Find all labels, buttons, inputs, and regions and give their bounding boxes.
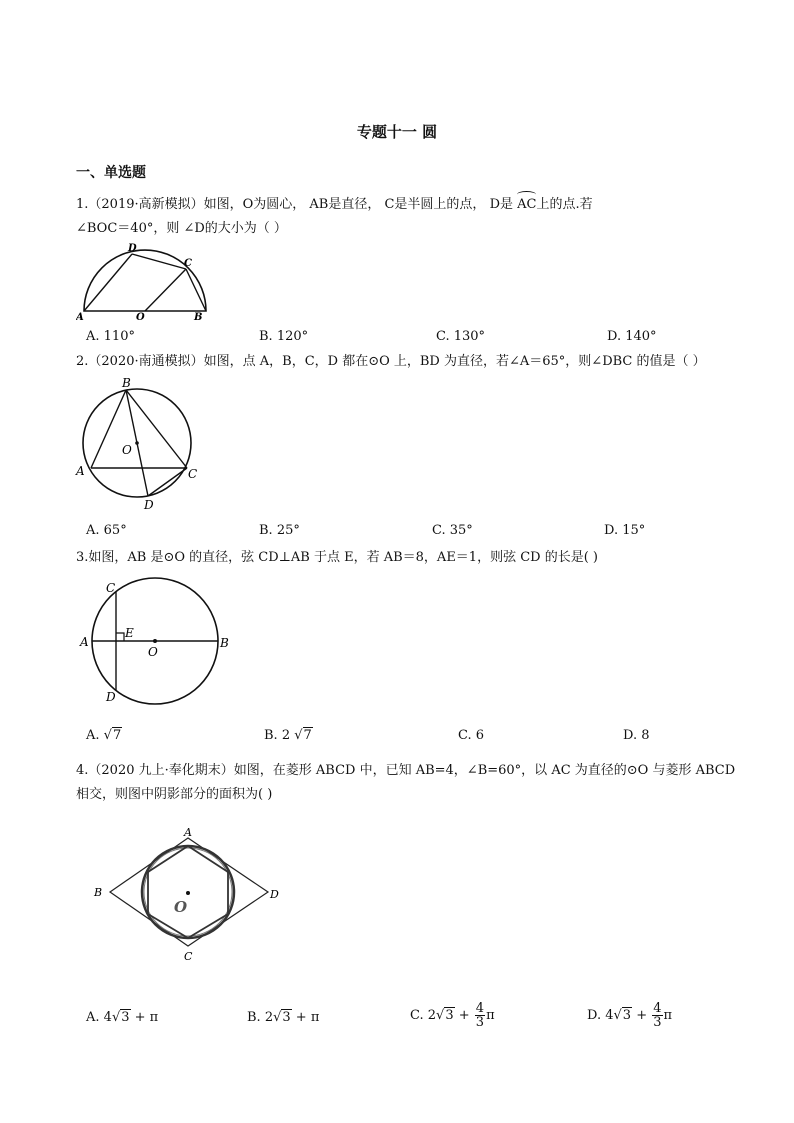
q3-label-a: A bbox=[80, 635, 89, 649]
q1-text-pre: 1.（2019·高新模拟）如图，O为圆心， AB是直径， C是半圆上的点， D是 bbox=[76, 197, 518, 212]
q4-option-a-label: A. 4 bbox=[86, 1010, 112, 1025]
q4-option-d[interactable]: D. 4√3 + $\frac{4}{3}$ π bbox=[587, 1001, 673, 1030]
q2-label-a: A bbox=[76, 464, 85, 478]
q4-option-b-label: B. 2 bbox=[247, 1010, 274, 1025]
q4-option-a-radicand: 3 bbox=[121, 1010, 130, 1025]
q4-option-d-label: D. 4 bbox=[587, 1008, 614, 1023]
q1-line-co bbox=[145, 269, 186, 311]
q4-option-b[interactable]: B. 2√3 + π bbox=[247, 1010, 320, 1025]
q4-option-d-denominator: 3 bbox=[653, 1015, 662, 1030]
q4-stem-line2: 相交，则图中阴影部分的面积为( ) bbox=[76, 787, 273, 802]
q3-option-d[interactable]: D. 8 bbox=[623, 728, 650, 743]
q4-option-a-tail: + π bbox=[130, 1010, 159, 1025]
q4-figure bbox=[92, 826, 292, 966]
q3-right-angle-mark bbox=[116, 633, 124, 641]
q3-option-b-label: B. 2 bbox=[264, 728, 295, 743]
q1-stem-line2: ∠BOC＝40°，则 ∠D的大小为（ ） bbox=[76, 221, 287, 236]
q1-option-d[interactable]: D. 140° bbox=[607, 329, 657, 344]
q4-label-a: A bbox=[184, 826, 192, 839]
q1-option-c[interactable]: C. 130° bbox=[436, 329, 486, 344]
q3-figure bbox=[76, 576, 236, 708]
q3-option-a-radicand: 7 bbox=[112, 728, 122, 743]
q3-option-a[interactable]: A. √7 bbox=[86, 728, 122, 743]
q4-option-c-pi: π bbox=[486, 1008, 495, 1023]
q3-option-c[interactable]: C. 6 bbox=[458, 728, 485, 743]
q4-option-c-label: C. 2 bbox=[410, 1008, 437, 1023]
q2-label-b: B bbox=[122, 376, 131, 390]
q4-option-d-fraction bbox=[652, 1002, 662, 1029]
q1-figure bbox=[76, 242, 216, 322]
q4-option-c-denominator: 3 bbox=[475, 1015, 485, 1030]
q4-option-c-plus: + bbox=[454, 1008, 474, 1023]
q3-label-o: O bbox=[148, 645, 158, 659]
q4-center-dot bbox=[186, 891, 190, 895]
q2-option-a[interactable]: A. 65° bbox=[86, 523, 127, 538]
q1-text-post: 上的点.若 bbox=[536, 197, 593, 212]
q3-option-b-radicand: 7 bbox=[303, 728, 312, 743]
q1-label-o: O bbox=[136, 312, 145, 322]
q4-label-c: C bbox=[184, 950, 193, 963]
q2-option-d[interactable]: D. 15° bbox=[604, 523, 646, 538]
q1-stem-line1 bbox=[76, 194, 593, 216]
q2-option-c[interactable]: C. 35° bbox=[432, 523, 473, 538]
q3-option-a-label: A. bbox=[86, 728, 104, 743]
q1-label-c: C bbox=[184, 258, 192, 269]
q1-label-a: A bbox=[76, 312, 84, 322]
q4-label-o: O bbox=[174, 898, 188, 916]
q1-label-b: B bbox=[194, 312, 203, 322]
page-title: 专题十一 圆 bbox=[356, 123, 438, 141]
q4-option-b-tail: + π bbox=[291, 1010, 320, 1025]
q4-option-c[interactable]: C. 2√3 + $\frac{4}{3}$ π bbox=[410, 1001, 495, 1030]
q3-option-b[interactable]: B. 2 √7 bbox=[264, 728, 312, 743]
q4-option-c-numerator: 4 bbox=[475, 1001, 485, 1016]
q1-label-d: D bbox=[128, 243, 137, 254]
q2-line-ba bbox=[91, 390, 126, 468]
q1-option-a[interactable]: A. 110° bbox=[86, 329, 135, 344]
q4-option-b-radicand: 3 bbox=[282, 1010, 291, 1025]
q4-option-c-radicand: 3 bbox=[445, 1008, 454, 1023]
q2-line-dc bbox=[148, 468, 187, 496]
q4-option-c-fraction bbox=[475, 1002, 485, 1029]
q3-label-c: C bbox=[106, 581, 116, 595]
q4-option-d-pi: π bbox=[663, 1008, 673, 1023]
q2-label-d: D bbox=[144, 498, 154, 512]
q2-center-dot bbox=[135, 441, 139, 445]
q4-label-b: B bbox=[94, 886, 103, 899]
q4-option-d-radicand: 3 bbox=[622, 1008, 632, 1023]
q4-label-d: D bbox=[270, 888, 279, 901]
q3-center-dot bbox=[153, 639, 157, 643]
q4-option-a[interactable]: A. 4√3 + π bbox=[86, 1010, 159, 1025]
q2-stem: 2.（2020·南通模拟）如图，点 A，B，C，D 都在⊙O 上，BD 为直径，若∠A＝65°，则∠DBC 的值是（ ） bbox=[76, 354, 706, 369]
q4-stem-line1: 4.（2020 九上·奉化期末）如图，在菱形 ABCD 中，已知 AB=4，∠B=60°，以 AC 为直径的⊙O 与菱形 ABCD bbox=[76, 763, 736, 778]
q2-line-bc bbox=[126, 390, 187, 468]
q3-label-e: E bbox=[125, 626, 134, 640]
q2-option-b[interactable]: B. 25° bbox=[259, 523, 300, 538]
q3-label-b: B bbox=[220, 636, 229, 650]
q3-stem: 3.如图，AB 是⊙O 的直径，弦 CD⊥AB 于点 E，若 AB＝8，AE＝1，则弦 CD 的长是( ) bbox=[76, 550, 598, 565]
section-heading: 一、单选题 bbox=[76, 165, 146, 181]
q2-label-c: C bbox=[188, 467, 198, 481]
q4-option-d-plus: + bbox=[632, 1008, 652, 1023]
q1-option-b[interactable]: B. 120° bbox=[259, 329, 309, 344]
q2-label-o: O bbox=[122, 443, 132, 457]
q3-label-d: D bbox=[106, 690, 116, 704]
q1-arc-ac: AC bbox=[517, 194, 536, 216]
q2-figure bbox=[74, 374, 204, 514]
q1-line-dc bbox=[132, 254, 186, 269]
q4-option-d-numerator: 4 bbox=[653, 1001, 662, 1016]
